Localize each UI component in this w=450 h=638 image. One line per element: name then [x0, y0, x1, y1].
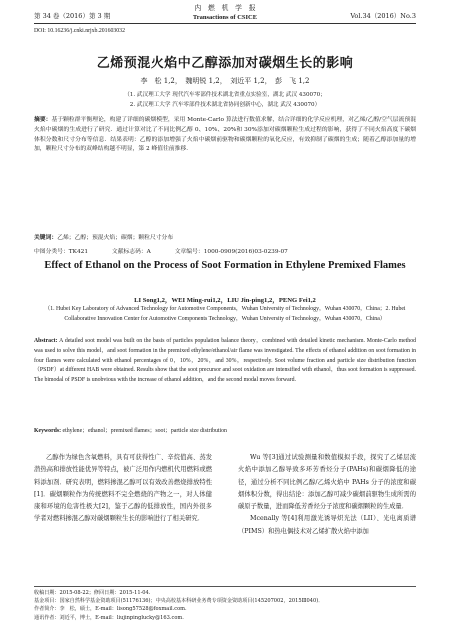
footnotes	[34, 589, 416, 622]
footnote-author: 作者简介：李 松，硕士，E-mail：lisong57528@foxmail.com.	[34, 606, 187, 613]
affiliation-en: （1. Hubei Key Laboratory of Advanced Technology for Automotive Components，Wuhan University of Technology，Wuhan 430070，China；2. Hubei Collaborative Innovation Center for Automotive Components Technology，Wuhan University of Technology，Wuhan 430070，China）	[44, 306, 406, 322]
title-en: Effect of Ethanol on the Process of Soot Formation in Ethylene Premixed Flames	[44, 260, 406, 271]
header-rule	[34, 23, 416, 24]
title-cn: 乙烯预混火焰中乙醇添加对碳烟生长的影响	[96, 56, 354, 71]
keywords-cn-label: 关键词：	[34, 235, 58, 241]
abstract-en-text: A detailed soot model was built on the basis of particles population balance theory，combined with detailed kinetic mechanism. Monte-Carlo method was used to solve this model，and soot formation in the premixed ethylene/ethanol/air flame was investigated. The effects of ethanol addition on soot formation in four flames were calculated with ethanol percentages of 0，10%，20%，and 30%，respectively. Soot volume fraction and particle size distribution function（PSDF）at different HAB were obtained. Results show that the soot precursor and soot oxidation are intensified with ethanol，thus soot formation is suppressed. The bimodal of PSDF is unobvious with the increase of ethanol addition，and the second modal moves forward.	[34, 338, 416, 384]
footnote-fund: 基金项目：国家自然科学基金资助项目(51176136)；中央高校基本科研业务费专项资金资助项目(145207002，2015Ⅲ040)．	[34, 598, 324, 605]
body-column-right	[238, 452, 416, 538]
abstract-cn	[34, 116, 416, 155]
affiliation-cn-1: （1. 武汉理工大学 现代汽车零部件技术湖北省重点实验室，湖北 武汉 430070；	[124, 92, 326, 98]
running-header-volume-cn: 第 34 卷（2016）第 3 期	[34, 12, 111, 20]
affiliation-cn-2: 2. 武汉理工大学 汽车零部件技术湖北省协同创新中心，湖北 武汉 430070）	[129, 102, 321, 108]
abstract-en	[34, 337, 416, 386]
keywords-en-label: Keywords:	[34, 428, 62, 434]
article-number: 文章编号：1000-0909(2016)03-0239-07	[174, 249, 288, 255]
body-column-left: 乙醇作为绿色含氧燃料，具有可获得性广、辛烷值高、蒸发潜热高和排放性能优异等特点，被广泛用作内燃机代用燃料或燃料添加剂．研究表明，燃料掺混乙醇可以有效改善燃烧排放特性[1]．碳烟颗粒作为传统燃料不完全燃烧的产物之一，对人体健康和环境的危害性极大[2]，鉴于乙醇的低排放性，国内外很多学者对燃料掺混乙醇对碳烟颗粒生长的影响进行了相关研究．	[34, 454, 212, 523]
keywords-cn	[34, 234, 416, 244]
footnote-contact: 通讯作者：刘近平，博士，E-mail：liujinpinglucky@163.com.	[34, 614, 184, 621]
journal-name-en: Transactions of CSICE	[192, 14, 258, 21]
body-paragraph-wu: Wu 等[3]通过试验测量和数值模拟手段，探究了乙烯层流火焰中添加乙醇导致多环芳香烃分子(PAHs)和碳烟降低的途径，通过分析不同比例乙醇/乙烯火焰中 PAHs 分子的浓度和碳烟体积分数，得出结论：添加乙醇可减少碳烟前驱物生成所需的碳原子数量，进而降低芳香烃分子浓度和碳烟颗粒的生成量．	[238, 454, 416, 511]
footnote-rule	[34, 586, 416, 587]
keywords-cn-text: 乙烯；乙醇；预混火焰；碳烟；颗粒尺寸分布	[57, 235, 174, 241]
authors-en: LI Song1,2，WEI Ming-rui1,2，LIU Jin-ping1,2，PENG Fei1,2	[134, 297, 316, 304]
running-header-volume-en: Vol.34（2016）No.3	[350, 12, 416, 20]
abstract-en-label: Abstract:	[34, 338, 58, 344]
keywords-en	[34, 425, 416, 434]
classification-row	[34, 246, 310, 255]
doi: DOI: 10.16236/j.cnki.nrjxb.201603032	[34, 28, 125, 34]
abstract-cn-text: 基于颗粒群平衡理论，构建了详细的碳烟模型，采用 Monte-Carlo 算法进行数值求解，结合详细的化学反应机理，对乙烯/乙醇/空气层流预混火焰中碳烟的生成进行了研究．通过计算对比了不同比例乙醇 0、10%、20%和 30%添加对碳烟颗粒生成过程的影响，获得了不同火焰高度下碳烟体积分数和尺寸分布等信息．结果表明：乙醇的添加增强了火焰中碳烟前驱物和碳烟颗粒的氧化反应，有效抑制了碳烟的生成；随着乙醇添加量的增加，颗粒尺寸分布的双峰结构越不明显，第 2 峰值往前推移．	[34, 117, 416, 153]
clc-number: 中图分类号：TK421	[34, 249, 89, 255]
journal-name-cn: 内 燃 机 学 报	[194, 4, 256, 12]
authors-cn: 李 松 1,2， 魏明锐 1,2， 刘近平 1,2， 彭 飞 1,2	[140, 77, 310, 85]
body-paragraph-mcenally: Mcenally 等[4]利用激光诱导炽光法（LII）、光电离质谱（PIMS）和热电偶技术对乙烯扩散火焰中添加	[238, 515, 416, 535]
keywords-en-text: ethylene；ethanol；premixed flames；soot；particle size distribution	[62, 428, 227, 434]
document-code: 文献标志码：A	[111, 249, 151, 255]
footnote-received: 收稿日期：2015-08-22；修回日期：2015-11-04.	[34, 590, 151, 596]
abstract-cn-label: 摘要：	[34, 117, 52, 123]
